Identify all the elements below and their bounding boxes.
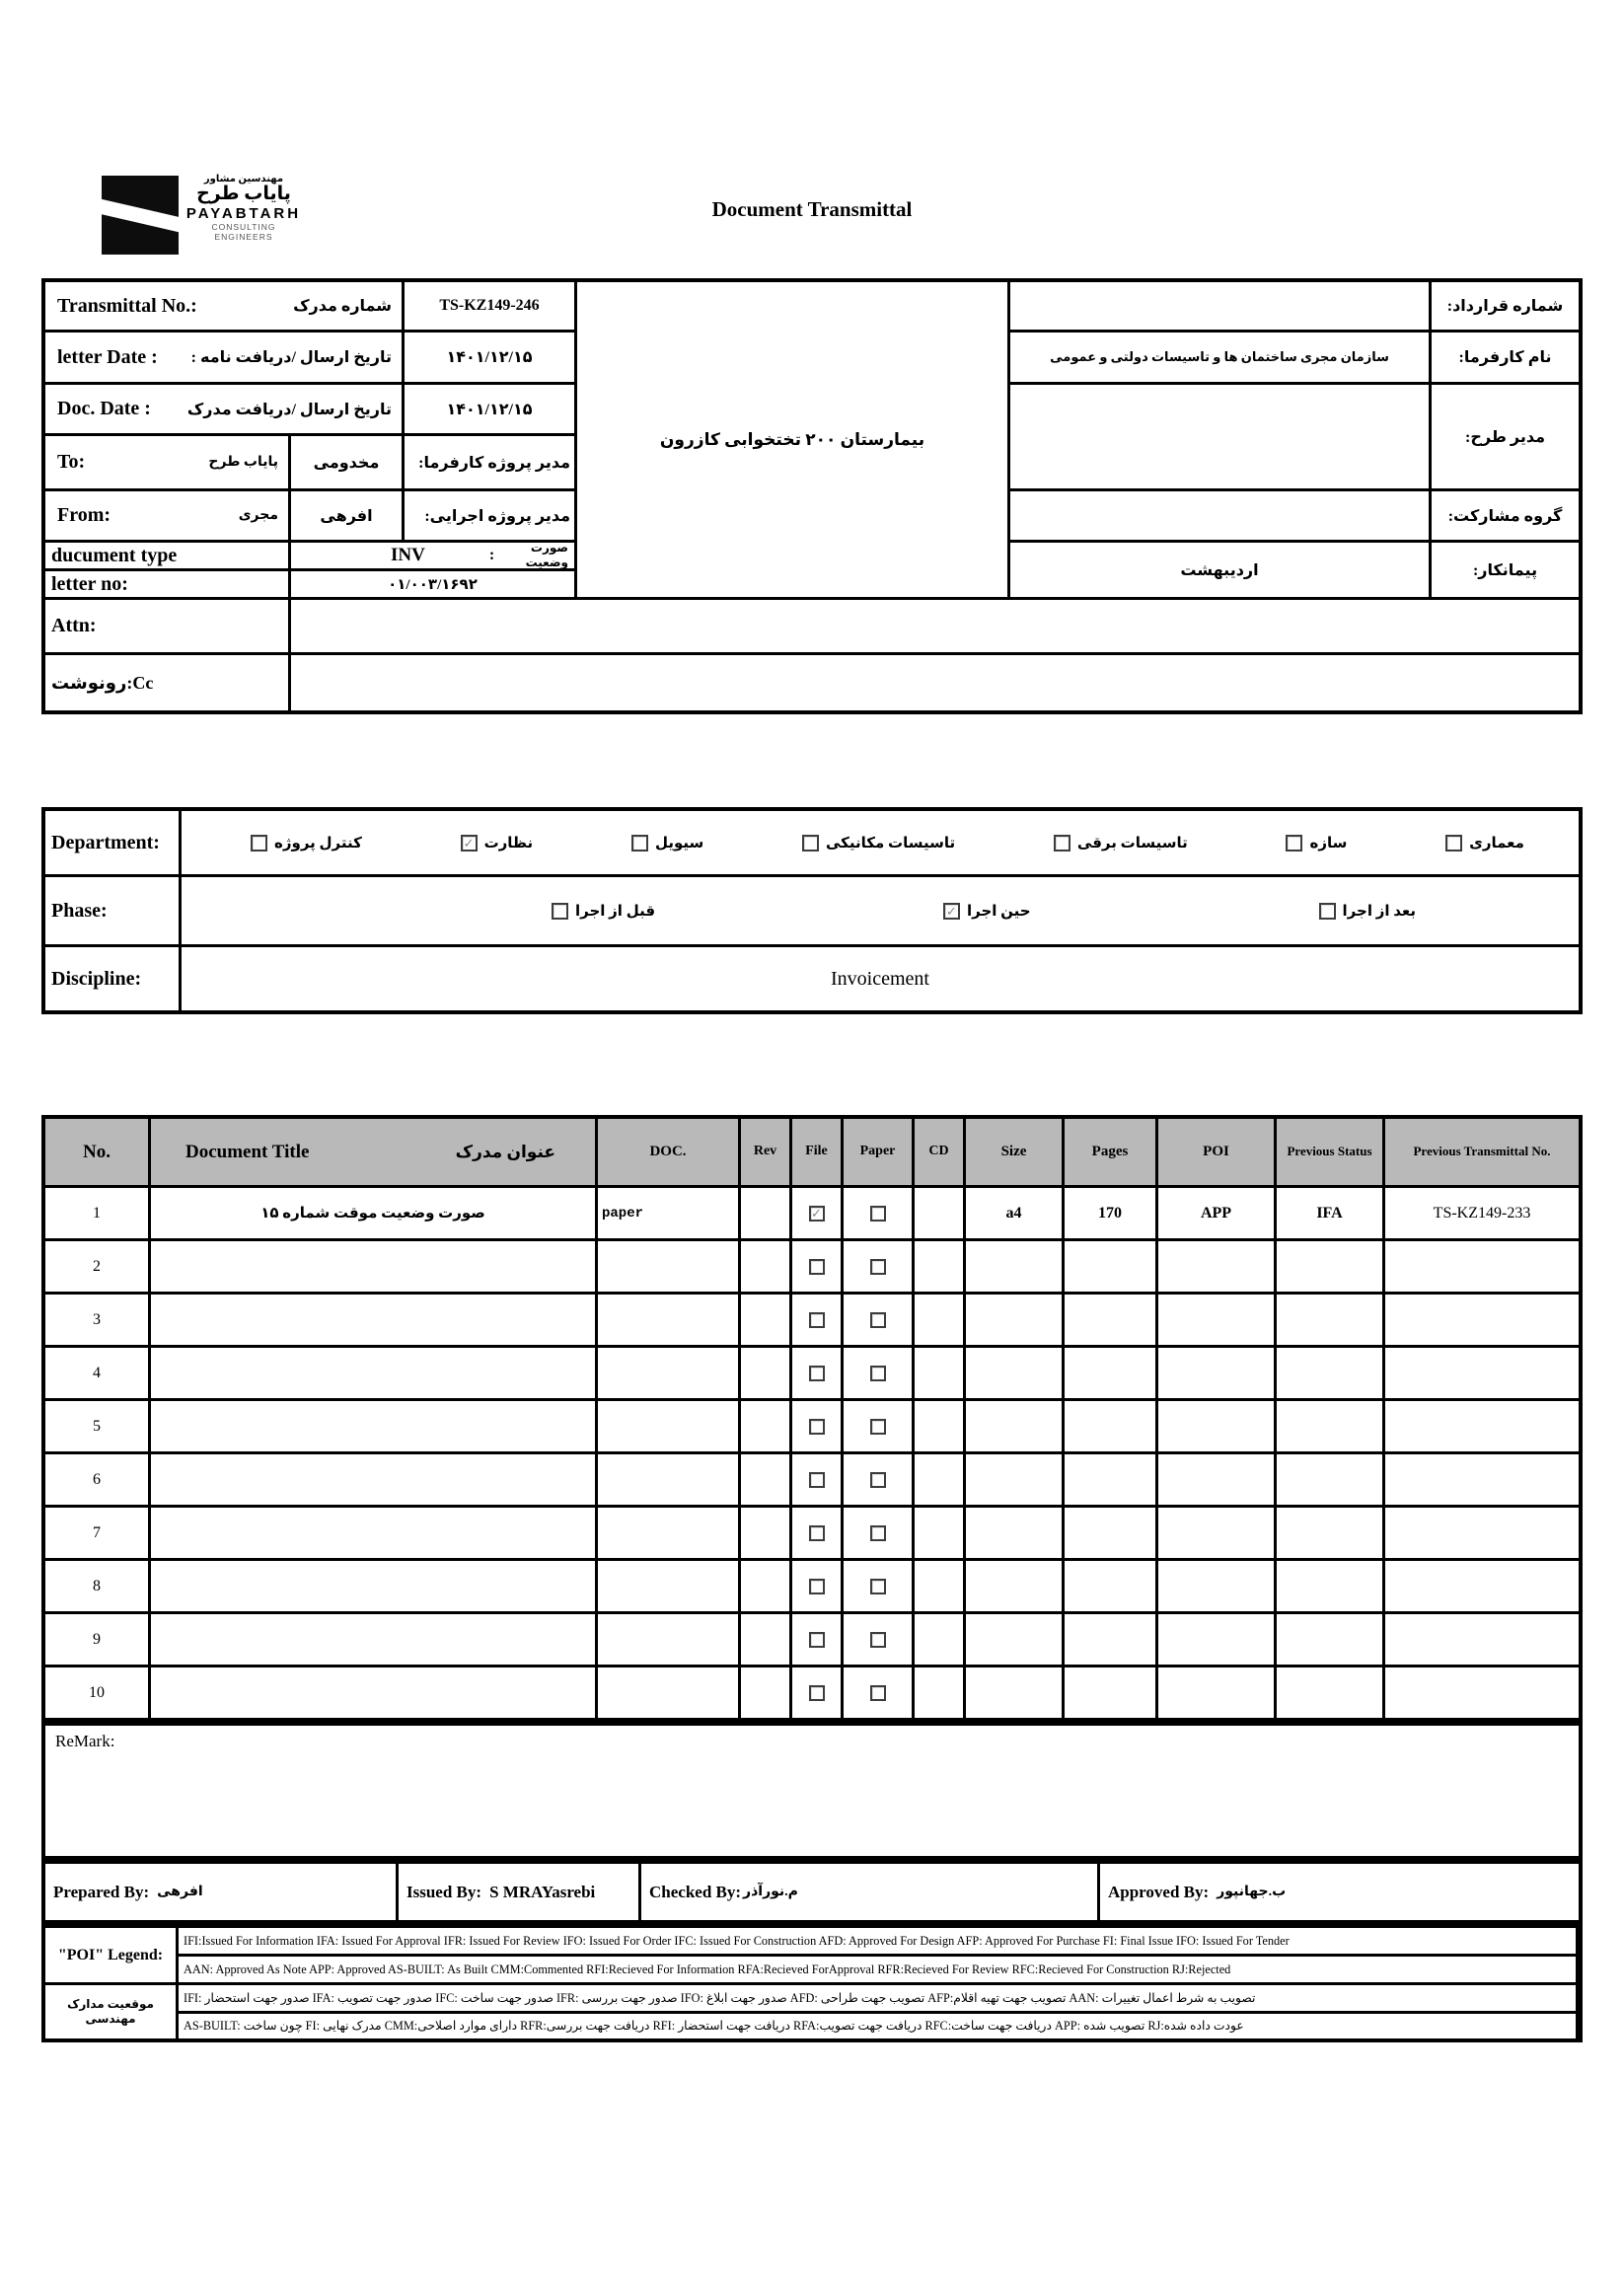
cell-prev-transmittal: TS-KZ149-233 <box>1385 1188 1579 1238</box>
cell-cd <box>915 1508 963 1558</box>
col-header-cd: CD <box>915 1119 963 1185</box>
cell-no: 8 <box>45 1561 148 1611</box>
cell-file-checkbox[interactable] <box>809 1472 825 1488</box>
cell-title <box>151 1454 595 1505</box>
cell-cd <box>915 1454 963 1505</box>
header-table <box>41 278 1583 714</box>
cell-paper-checkbox[interactable] <box>870 1419 886 1435</box>
cell-pages <box>1065 1348 1155 1398</box>
cell-pages: 170 <box>1065 1188 1155 1238</box>
transmittal-no-value: TS-KZ149-246 <box>405 282 574 330</box>
cell-doc <box>598 1295 738 1345</box>
cell-prev-transmittal <box>1385 1295 1579 1345</box>
cell-prev-status <box>1277 1241 1382 1292</box>
brand-en-tagline: CONSULTING ENGINEERS <box>211 221 276 242</box>
jv-group-label: گروه مشارکت: <box>1432 491 1579 540</box>
checkbox-label: تاسیسات برقی <box>1076 835 1188 852</box>
check-option <box>461 834 534 852</box>
check-option <box>1445 834 1524 852</box>
doc-date-label: Doc. Date : تاریخ ارسال /دریافت مدرک <box>45 385 402 433</box>
check-option <box>1054 834 1188 852</box>
signature-row <box>41 1860 1583 1924</box>
client-name-value: سازمان مجری ساختمان ها و تاسیسات دولتی و عمومی <box>1010 333 1429 382</box>
brand-fa-tagline: مهندسین مشاور <box>203 174 284 185</box>
cell-paper-checkbox[interactable] <box>870 1259 886 1275</box>
cell-prev-transmittal <box>1385 1614 1579 1665</box>
checkbox-label: تاسیسات مکانیکی <box>826 835 956 852</box>
col-header-paper: Paper <box>844 1119 912 1185</box>
cell-file-checkbox[interactable] <box>809 1259 825 1275</box>
checkbox-label: قبل از اجرا <box>575 903 656 920</box>
contract-no-label: شماره قرارداد: <box>1432 282 1579 330</box>
cell-title: صورت وضعیت موقت شماره ۱۵ <box>151 1188 595 1238</box>
cell-size <box>966 1508 1062 1558</box>
check-option <box>802 834 955 852</box>
to-person: مخدومی <box>291 436 402 488</box>
cell-cd <box>915 1188 963 1238</box>
brand-en-name: PAYABTARH <box>185 204 302 222</box>
checkbox[interactable] <box>552 903 568 920</box>
cell-rev <box>741 1561 789 1611</box>
cell-size <box>966 1401 1062 1451</box>
cell-poi <box>1158 1614 1274 1665</box>
cell-title <box>151 1561 595 1611</box>
contractor-value: اردیبهشت <box>1010 543 1429 597</box>
document-table <box>41 1115 1583 1722</box>
cell-pages <box>1065 1614 1155 1665</box>
checkbox[interactable] <box>251 835 267 852</box>
checkbox-label: بعد از اجرا <box>1342 903 1416 920</box>
legend-fa-line2: AS-BUILT: چون ساخت FI: مدرک نهایی CMM:دارای موارد اصلاحی RFR:دریافت جهت بررسی RFI: دریافت جهت استحضار RFA:دریافت جهت تصویب RFC:دریافت جهت ساخت APP: تصویب شده RJ:عودت داده شده <box>179 2014 1576 2038</box>
check-option <box>552 902 655 921</box>
cell-no: 2 <box>45 1241 148 1292</box>
prepared-by: Prepared By: افرهی <box>45 1864 396 1920</box>
cell-file <box>792 1241 841 1292</box>
cell-cd <box>915 1241 963 1292</box>
design-manager-label: مدیر طرح: <box>1432 385 1579 488</box>
cell-title <box>151 1508 595 1558</box>
cc-value <box>291 655 1579 710</box>
cell-rev <box>741 1454 789 1505</box>
cell-file-checkbox[interactable] <box>809 1366 825 1381</box>
checked-by: Checked By: م.نورآذر <box>641 1864 1097 1920</box>
cell-paper <box>844 1348 912 1398</box>
cell-rev <box>741 1401 789 1451</box>
checkbox[interactable] <box>631 835 648 852</box>
cell-title <box>151 1667 595 1718</box>
col-header-prev-status: Previous Status <box>1277 1119 1382 1185</box>
cell-doc <box>598 1348 738 1398</box>
cell-prev-transmittal <box>1385 1508 1579 1558</box>
cell-file-checkbox[interactable] <box>809 1685 825 1701</box>
cell-poi <box>1158 1401 1274 1451</box>
cell-prev-status: IFA <box>1277 1188 1382 1238</box>
cell-rev <box>741 1348 789 1398</box>
cell-title <box>151 1348 595 1398</box>
cell-paper-checkbox[interactable] <box>870 1632 886 1648</box>
checkbox[interactable] <box>1445 835 1462 852</box>
cell-paper <box>844 1454 912 1505</box>
cell-no: 1 <box>45 1188 148 1238</box>
from-field: From: مجری <box>45 491 288 540</box>
discipline-value: Invoicement <box>182 947 1579 1010</box>
cell-file <box>792 1508 841 1558</box>
department-options <box>182 811 1579 874</box>
cell-prev-transmittal <box>1385 1561 1579 1611</box>
cell-doc <box>598 1401 738 1451</box>
cell-prev-status <box>1277 1561 1382 1611</box>
contractor-label: پیمانکار: <box>1432 543 1579 597</box>
jv-group-value <box>1010 491 1429 540</box>
letter-date-label: letter Date : تاریخ ارسال /دریافت نامه : <box>45 333 402 382</box>
checkbox-label: سازه <box>1309 835 1348 852</box>
phase-options <box>182 877 1579 944</box>
col-header-doc: DOC. <box>598 1119 738 1185</box>
cell-no: 4 <box>45 1348 148 1398</box>
cell-size <box>966 1241 1062 1292</box>
cell-paper-checkbox[interactable] <box>870 1525 886 1541</box>
cell-prev-status <box>1277 1508 1382 1558</box>
cell-poi <box>1158 1667 1274 1718</box>
check-option <box>943 902 1031 921</box>
cell-cd <box>915 1667 963 1718</box>
cell-pages <box>1065 1401 1155 1451</box>
cell-no: 10 <box>45 1667 148 1718</box>
client-name-label: نام کارفرما: <box>1432 333 1579 382</box>
cell-file <box>792 1614 841 1665</box>
cell-paper-checkbox[interactable] <box>870 1472 886 1488</box>
design-manager-value <box>1010 385 1429 488</box>
cell-no: 5 <box>45 1401 148 1451</box>
cell-size <box>966 1348 1062 1398</box>
poi-legend-label: "POI" Legend: <box>45 1928 176 1982</box>
cell-prev-transmittal <box>1385 1401 1579 1451</box>
cell-paper <box>844 1508 912 1558</box>
cell-title <box>151 1241 595 1292</box>
checkbox-label: معماری <box>1469 835 1524 852</box>
cell-paper <box>844 1295 912 1345</box>
checkbox-label: نظارت <box>483 835 534 852</box>
check-option <box>1286 834 1347 852</box>
attn-label: Attn: <box>45 600 288 652</box>
check-option <box>1319 902 1416 921</box>
to-field: To: پایاب طرح <box>45 436 288 488</box>
cell-pages <box>1065 1508 1155 1558</box>
cell-doc <box>598 1508 738 1558</box>
from-role-label: مدیر پروژه اجرایی: <box>405 491 574 540</box>
cell-size: a4 <box>966 1188 1062 1238</box>
cell-file-checkbox[interactable] <box>809 1525 825 1541</box>
checkbox[interactable] <box>802 835 819 852</box>
transmittal-no-label: Transmittal No.: شماره مدرک <box>45 282 402 330</box>
cell-paper <box>844 1241 912 1292</box>
approved-by: Approved By: ب.جهانپور <box>1100 1864 1579 1920</box>
letter-no-label: letter no: <box>45 571 288 597</box>
cell-file-checkbox[interactable] <box>809 1419 825 1435</box>
cell-size <box>966 1454 1062 1505</box>
col-header-size: Size <box>966 1119 1062 1185</box>
cell-paper-checkbox[interactable] <box>870 1685 886 1701</box>
project-name: بیمارستان ۲۰۰ تختخوابی کازرون <box>577 282 1007 597</box>
doc-type-label: ducument type <box>45 543 288 568</box>
cell-prev-status <box>1277 1667 1382 1718</box>
cell-prev-transmittal <box>1385 1241 1579 1292</box>
cell-poi <box>1158 1295 1274 1345</box>
doc-type-fa: صورت وضعیت <box>525 543 568 568</box>
legend-fa-line1: IFI: صدور جهت استحضار IFA: صدور جهت تصویب IFC: صدور جهت ساخت IFR: صدور جهت بررسی IFO: صدور جهت ابلاغ AFD: تصویب جهت طراحی AFP:تصویب جهت تهیه اقلام AAN: تصویب به شرط اعمال تغییرات <box>179 1985 1576 2011</box>
cell-poi <box>1158 1561 1274 1611</box>
cell-rev <box>741 1188 789 1238</box>
cell-file <box>792 1561 841 1611</box>
legend-en-line2: AAN: Approved As Note APP: Approved AS-BUILT: As Built CMM:Commented RFI:Recieved For Information RFA:Recieved ForApproval RFR:Recieved For Review RFC:Recieved For Construction RJ:Rejected <box>179 1957 1576 1982</box>
cell-poi <box>1158 1241 1274 1292</box>
col-header-rev: Rev <box>741 1119 789 1185</box>
cell-file-checkbox[interactable] <box>809 1632 825 1648</box>
cell-poi <box>1158 1454 1274 1505</box>
cell-file-checkbox[interactable] <box>809 1312 825 1328</box>
cell-cd <box>915 1295 963 1345</box>
remark-box <box>41 1722 1583 1860</box>
legend-table <box>41 1924 1583 2042</box>
cell-paper-checkbox[interactable] <box>870 1579 886 1594</box>
cell-paper <box>844 1667 912 1718</box>
contract-no-value <box>1010 282 1429 330</box>
to-role-label: مدیر پروژه کارفرما: <box>405 436 574 488</box>
cell-file <box>792 1348 841 1398</box>
cell-pages <box>1065 1454 1155 1505</box>
cell-rev <box>741 1241 789 1292</box>
check-option <box>631 834 703 852</box>
brand-fa-name: پایاب طرح <box>196 184 291 204</box>
col-header-title: Document Title عنوان مدرک <box>151 1119 595 1185</box>
cell-cd <box>915 1614 963 1665</box>
cell-pages <box>1065 1241 1155 1292</box>
cell-rev <box>741 1614 789 1665</box>
cell-poi <box>1158 1348 1274 1398</box>
cell-title <box>151 1614 595 1665</box>
cell-doc <box>598 1454 738 1505</box>
cell-file-checkbox[interactable]: ✓ <box>809 1206 825 1222</box>
checkbox[interactable]: ✓ <box>461 835 478 852</box>
department-label: Department: <box>45 811 179 874</box>
cell-no: 6 <box>45 1454 148 1505</box>
cell-doc: paper <box>598 1188 738 1238</box>
cell-title <box>151 1295 595 1345</box>
cell-pages <box>1065 1561 1155 1611</box>
col-header-no: No. <box>45 1119 148 1185</box>
checkbox[interactable]: ✓ <box>943 903 960 920</box>
issued-by: Issued By: S MRAYasrebi <box>399 1864 638 1920</box>
cell-paper-checkbox[interactable] <box>870 1312 886 1328</box>
checkbox[interactable] <box>1319 903 1336 920</box>
check-option <box>251 834 362 852</box>
letter-date-value: ۱۴۰۱/۱۲/۱۵ <box>405 333 574 382</box>
col-header-file: File <box>792 1119 841 1185</box>
doc-type-value: INV : صورت وضعیت <box>291 543 574 568</box>
cell-doc <box>598 1667 738 1718</box>
cell-pages <box>1065 1295 1155 1345</box>
cell-pages <box>1065 1667 1155 1718</box>
cell-rev <box>741 1295 789 1345</box>
checkbox-label: حین اجرا <box>966 903 1031 920</box>
checkbox-label: سیویل <box>654 835 704 852</box>
cell-no: 9 <box>45 1614 148 1665</box>
cell-prev-status <box>1277 1401 1382 1451</box>
col-header-pages: Pages <box>1065 1119 1155 1185</box>
checkbox[interactable] <box>1054 835 1070 852</box>
cell-poi: APP <box>1158 1188 1274 1238</box>
cell-file <box>792 1667 841 1718</box>
doc-date-value: ۱۴۰۱/۱۲/۱۵ <box>405 385 574 433</box>
classification-table <box>41 807 1583 1014</box>
cell-file <box>792 1401 841 1451</box>
legend-en-line1: IFI:Issued For Information IFA: Issued For Approval IFR: Issued For Review IFO: Issued For Order IFC: Issued For Construction AFD: Approved For Design AFP: Approved For Purchase FI: Final Issue IFO: Issued For Tender <box>179 1928 1576 1954</box>
cell-doc <box>598 1614 738 1665</box>
cell-prev-status <box>1277 1614 1382 1665</box>
cell-paper <box>844 1614 912 1665</box>
phase-label: Phase: <box>45 877 179 944</box>
cell-prev-transmittal <box>1385 1348 1579 1398</box>
cell-size <box>966 1667 1062 1718</box>
cell-size <box>966 1561 1062 1611</box>
col-header-poi: POI <box>1158 1119 1274 1185</box>
cell-file-checkbox[interactable] <box>809 1579 825 1594</box>
cell-size <box>966 1295 1062 1345</box>
cell-size <box>966 1614 1062 1665</box>
discipline-label: Discipline: <box>45 947 179 1010</box>
cell-paper <box>844 1561 912 1611</box>
cell-prev-status <box>1277 1348 1382 1398</box>
letter-no-value: ۰۱/۰۰۳/۱۶۹۲ <box>291 571 574 597</box>
checkbox[interactable] <box>1286 835 1302 852</box>
cell-prev-status <box>1277 1454 1382 1505</box>
remark-label: ReMark: <box>55 1732 115 1750</box>
cell-file <box>792 1188 841 1238</box>
cell-file <box>792 1454 841 1505</box>
cell-no: 3 <box>45 1295 148 1345</box>
cell-prev-transmittal <box>1385 1454 1579 1505</box>
cell-title <box>151 1401 595 1451</box>
cell-paper <box>844 1401 912 1451</box>
doc-status-legend-label: موقعیت مدارک مهندسی <box>45 1985 176 2038</box>
cell-doc <box>598 1561 738 1611</box>
checkbox-label: کنترل پروژه <box>274 835 362 852</box>
cell-cd <box>915 1348 963 1398</box>
attn-value <box>291 600 1579 652</box>
doc-type-code: INV <box>391 545 425 565</box>
cell-poi <box>1158 1508 1274 1558</box>
cc-label: رونوشت:Cc <box>45 655 288 710</box>
col-header-prev-transmittal: Previous Transmittal No. <box>1385 1119 1579 1185</box>
cell-prev-status <box>1277 1295 1382 1345</box>
page-title: Document Transmittal <box>711 197 913 221</box>
cell-rev <box>741 1508 789 1558</box>
cell-paper-checkbox[interactable] <box>870 1206 886 1222</box>
cell-cd <box>915 1401 963 1451</box>
cell-paper-checkbox[interactable] <box>870 1366 886 1381</box>
cell-file <box>792 1295 841 1345</box>
cell-paper <box>844 1188 912 1238</box>
from-person: افرهی <box>291 491 402 540</box>
cell-rev <box>741 1667 789 1718</box>
cell-prev-transmittal <box>1385 1667 1579 1718</box>
cell-no: 7 <box>45 1508 148 1558</box>
cell-doc <box>598 1241 738 1292</box>
cell-cd <box>915 1561 963 1611</box>
